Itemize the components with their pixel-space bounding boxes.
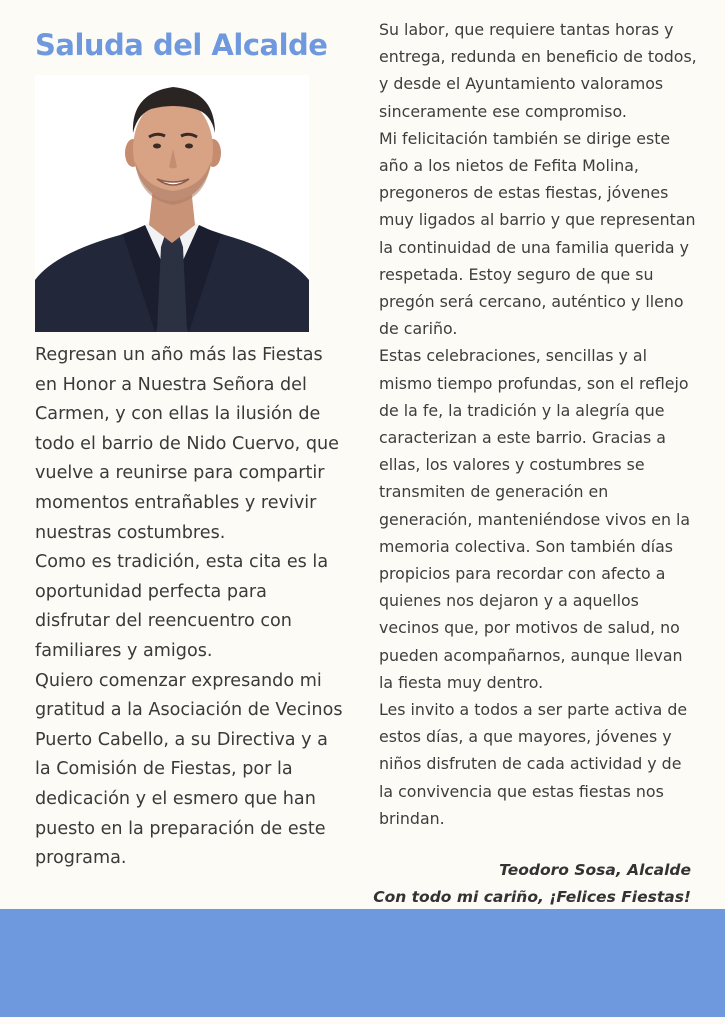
- page-title: Saluda del Alcalde: [35, 28, 328, 62]
- signature-block: [331, 857, 691, 911]
- right-column-text: [379, 16, 697, 832]
- paragraph: Como es tradición, esta cita es la oportunidad perfecta para disfrutar del reencuentro con familiares y amigos.: [35, 552, 329, 661]
- signature-closing: Con todo mi cariño, ¡Felices Fiestas!: [373, 888, 691, 906]
- mayor-portrait-photo: [35, 75, 309, 332]
- paragraph: Estas celebraciones, sencillas y al mismo tiempo profundas, son el reflejo de la fe, la tradición y la alegría que caracterizan a este barrio. Gracias a ellas, los valores y costumbres se transmiten de generación en generación, manteniéndose vivos en la memoria colectiva. Son también días propicios para recordar con afecto a quienes nos dejaron y a aquellos vecinos que, por motivos de salud, no pueden acompañarnos, aunque llevan la fiesta muy dentro.: [379, 346, 691, 692]
- mayor-portrait-illustration: [35, 75, 309, 332]
- paragraph: Les invito a todos a ser parte activa de estos días, a que mayores, jóvenes y niños disfruten de cada actividad y de la convivencia que estas fiestas nos brindan.: [379, 700, 688, 828]
- paragraph: Su labor, que requiere tantas horas y entrega, redunda en beneficio de todos, y desde el Ayuntamiento valoramos sinceramente ese compromiso.: [379, 20, 697, 121]
- paragraph: Mi felicitación también se dirige este año a los nietos de Fefita Molina, pregoneros de estas fiestas, jóvenes muy ligados al barrio y que representan la continuidad de una familia querida y respetada. Estoy seguro de que su pregón será cercano, auténtico y lleno de cariño.: [379, 128, 696, 339]
- paragraph: Quiero comenzar expresando mi gratitud a la Asociación de Vecinos Puerto Cabello, a su Directiva y a la Comisión de Fiestas, por la dedicación y el esmero que han puesto en la preparación de este programa.: [35, 670, 343, 869]
- left-column-text: [35, 341, 345, 874]
- footer-band: [0, 909, 725, 1017]
- paragraph: Regresan un año más las Fiestas en Honor a Nuestra Señora del Carmen, y con ellas la ilusión de todo el barrio de Nido Cuervo, que vuelve a reunirse para compartir momentos entrañables y revivir nuestras costumbres.: [35, 345, 339, 543]
- signature-name: Teodoro Sosa, Alcalde: [499, 861, 691, 879]
